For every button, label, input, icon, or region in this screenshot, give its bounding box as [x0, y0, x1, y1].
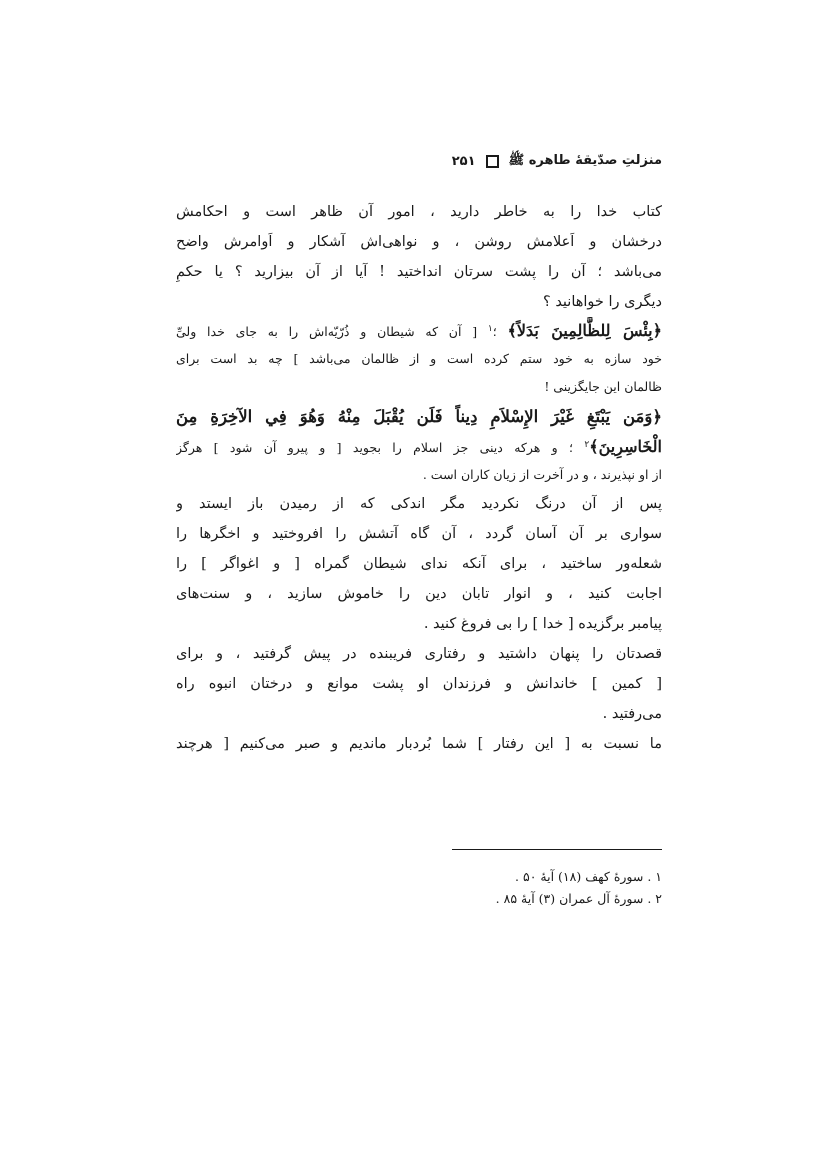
- text-line: دیگری را خواهانید ؟: [543, 294, 662, 310]
- text-line: درخشان و اَعلامش روشن ، و نواهی‌اش آشکار و اَوامرش واضح: [176, 234, 662, 250]
- text-line: از او نپذیرند ، و در آخرت از زیان کاران است .: [422, 467, 662, 482]
- quran-verse: الْخَاسِرِينَ﴾: [589, 437, 662, 456]
- verse-line: [176, 317, 662, 345]
- verse-translation: [ آن که شیطان و ذُرّیّه‌اش را به جای خدا ولیِّ: [176, 324, 488, 339]
- text-line: می‌رفتید .: [602, 706, 662, 722]
- square-ornament-icon: [486, 155, 499, 168]
- text-line: ما نسبت به [ این رفتار ] شما بُردبار ماندیم و صبر می‌کنیم [ هرچند: [176, 736, 662, 752]
- footnotes: [176, 866, 662, 910]
- punctuation: ؛: [492, 324, 508, 339]
- main-text: [176, 197, 662, 759]
- text-line: قصدتان را پنهان داشتید و رفتاری فریبنده در پیش گرفتید ، و برای: [176, 646, 662, 662]
- text-line: سواری بر آن آسان گردد ، آن گاه آتشش را افروختید و اخگرها را: [176, 526, 662, 542]
- quran-verse-line: ﴿وَمَن يَبْتَغِ غَيْرَ الإِسْلاَمِ دِيناً فَلَن يُقْبَلَ مِنْهُ وَهُوَ فِي الآخِرَةِ مِنَ: [176, 407, 662, 426]
- text-line: پیامبر برگزیده [ خدا ] را بی فروغ کنید .: [423, 616, 662, 632]
- page-number: ۲۵۱: [451, 153, 476, 169]
- footnote-ref: ۲: [584, 439, 590, 450]
- footnote-ref: ۱: [487, 323, 493, 334]
- text-line: می‌باشد ؛ آن را پشت سرتان انداختید ! آیا از آن بیزارید ؟ یا حکمِ: [176, 264, 662, 280]
- text-line: کتاب خدا را به خاطر دارید ، امور آن ظاهر است و احکامش: [176, 204, 662, 220]
- running-header: [176, 148, 662, 174]
- running-title: منزلتِ صدّیقهٔ طاهره ﷺ: [508, 152, 662, 168]
- text-line: پس از آن درنگ نکردید مگر اندکی که از رمیدن باز ایستد و: [176, 496, 662, 512]
- footnote-divider: [452, 849, 662, 850]
- text-line: شعله‌ور ساختید ، برای آنکه ندای شیطان گمراه [ و اغواگر ] را: [176, 556, 662, 572]
- text-line: ظالمان این جایگزینی !: [544, 379, 662, 394]
- text-line: خود سازه به خود ستم کرده است و از ظالمان می‌باشد ] چه بد است برای: [176, 351, 662, 366]
- footnote: ۱ . سورهٔ کهف (۱۸) آیهٔ ۵۰ .: [515, 869, 662, 884]
- text-line: اجابت کنید ، و انوار تابان دین را خاموش سازید ، و سنت‌های: [176, 586, 662, 602]
- verse-translation: ؛ و هرکه دینی جز اسلام را بجوید [ و پیرو آن شود ] هرگز: [176, 440, 585, 455]
- text-line: [ کمین ] خاندانش و فرزندان او پشت موانع و درختان انبوه راه: [176, 676, 662, 692]
- verse-line: [176, 433, 662, 461]
- footnote: ۲ . سورهٔ آل عمران (۳) آیهٔ ۸۵ .: [495, 891, 662, 906]
- quran-verse: ﴿بِئْسَ لِلظَّالِمِينَ بَدَلاً﴾: [507, 321, 662, 340]
